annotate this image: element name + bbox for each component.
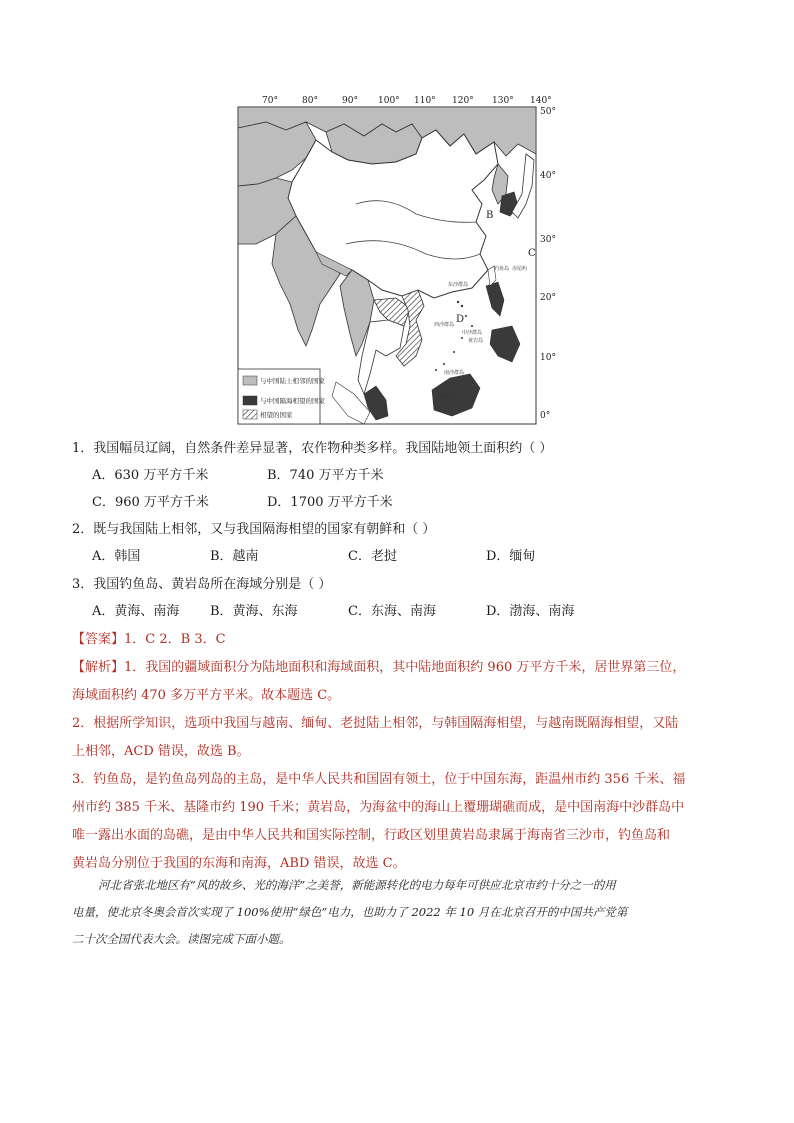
legend-label-both: 相望的国家 — [260, 411, 293, 419]
analysis-line: 黄岩岛分别位于我国的东海和南海，ABD 错误，故选 C。 — [72, 856, 406, 871]
lat-label: 50° — [540, 107, 556, 117]
lon-label: 110° — [414, 96, 436, 106]
analysis-label: 【解析】 — [72, 660, 125, 675]
lat-label: 0° — [540, 411, 551, 421]
place-label: 东沙群岛 — [448, 282, 469, 288]
analysis-line: 海域面积约 470 多万平方平米。故本题选 C。 — [72, 688, 341, 703]
option-a[interactable]: A．黄海、南海 — [92, 604, 180, 619]
place-label: 西沙群岛 — [434, 322, 455, 328]
place-label: 赤尾屿 — [512, 266, 528, 272]
analysis-line: 州市约 385 千米、基隆市约 190 千米；黄岩岛，为海盆中的海山上覆珊瑚礁而成，是中国南海中沙群岛中 — [72, 800, 685, 815]
question-3-options — [92, 603, 692, 621]
asia-map-figure — [236, 94, 556, 426]
lat-label: 10° — [540, 353, 556, 363]
analysis-line: 2．根据所学知识，选项中我国与越南、缅甸、老挝陆上相邻，与韩国隔海相望，与越南既隔海相望，又陆 — [72, 716, 679, 731]
option-a[interactable]: A．韩国 — [92, 549, 141, 564]
answer-text: 1．C 2．B 3．C — [124, 632, 226, 647]
option-b[interactable]: B．740 万平方千米 — [267, 468, 384, 483]
material-line: 电量，使北京冬奥会首次实现了 100%使用“绿色”电力，也助力了 2022 年 10 月在北京召开的中国共产党第 — [72, 905, 628, 919]
option-d[interactable]: D．渤海、南海 — [486, 604, 575, 619]
place-label: 中沙群岛 — [462, 330, 483, 336]
asia-map — [236, 94, 556, 426]
analysis-line: 【解析】1．我国的疆域面积分为陆地面积和海域面积，其中陆地面积约 960 万平方千米，居世界第三位， — [72, 660, 686, 675]
question-1-options — [92, 467, 692, 485]
analysis-line: 3．钓鱼岛，是钓鱼岛列岛的主岛，是中华人民共和国固有领土，位于中国东海，距温州市约 356 千米、福 — [72, 772, 686, 787]
question-3-stem: 3．我国钓鱼岛、黄岩岛所在海域分别是（ ） — [72, 577, 332, 592]
lon-label: 120° — [452, 96, 474, 106]
legend-label-land: 与中国陆上相邻的国家 — [260, 377, 325, 385]
question-1-stem: 1．我国幅员辽阔，自然条件差异显著，农作物种类多样。我国陆地领土面积约（ ） — [72, 441, 553, 456]
option-b[interactable]: B．黄海、东海 — [210, 604, 298, 619]
legend-label-sea: 与中国隔海相望的国家 — [260, 397, 325, 405]
option-d[interactable]: D．缅甸 — [486, 549, 536, 564]
analysis-line: 上相邻，ACD 错误，故选 B。 — [72, 744, 250, 759]
option-a[interactable]: A．630 万平方千米 — [92, 468, 209, 483]
option-c[interactable]: C．960 万平方千米 — [92, 495, 209, 510]
option-c[interactable]: C．东海、南海 — [348, 604, 436, 619]
place-label: 钓鱼岛 — [494, 266, 510, 272]
lon-label: 100° — [378, 96, 400, 106]
lon-label: 80° — [302, 96, 318, 106]
lat-label: 30° — [540, 235, 556, 245]
option-c[interactable]: C．老挝 — [348, 549, 397, 564]
lat-label: 20° — [540, 293, 556, 303]
place-label: 南沙群岛 — [444, 370, 465, 376]
material-paragraph — [72, 872, 732, 953]
material-line: 河北省张北地区有“风的故乡、光的海洋”之美誉，新能源转化的电力每年可供应北京市约十分之一的用 — [98, 878, 616, 892]
answer-line — [72, 631, 226, 649]
lat-label: 40° — [540, 171, 556, 181]
point-label-b: B — [486, 210, 494, 221]
answer-label: 【答案】 — [72, 632, 125, 647]
material-line: 二十次全国代表大会。读图完成下面小题。 — [72, 932, 291, 946]
question-2-stem: 2．既与我国陆上相邻，又与我国隔海相望的国家有朝鲜和（ ） — [72, 522, 436, 537]
place-label: 黄岩岛 — [468, 338, 484, 344]
option-d[interactable]: D．1700 万平方千米 — [267, 495, 393, 510]
lon-label: 130° — [492, 96, 514, 106]
lon-label: 70° — [262, 96, 278, 106]
point-label-c: C — [528, 248, 536, 259]
analysis-block — [72, 654, 732, 878]
option-b[interactable]: B．越南 — [210, 549, 259, 564]
question-2-options — [92, 548, 692, 566]
map-legend — [238, 369, 326, 424]
point-label-d: D — [456, 314, 465, 325]
question-1-options-row2 — [92, 494, 692, 512]
lon-label: 140° — [530, 96, 552, 106]
analysis-line: 唯一露出水面的岛礁，是由中华人民共和国实际控制，行政区划里黄岩岛隶属于海南省三沙市，钓鱼岛和 — [72, 828, 671, 843]
lon-label: 90° — [342, 96, 358, 106]
place-label: 曾母暗沙 — [434, 394, 455, 400]
